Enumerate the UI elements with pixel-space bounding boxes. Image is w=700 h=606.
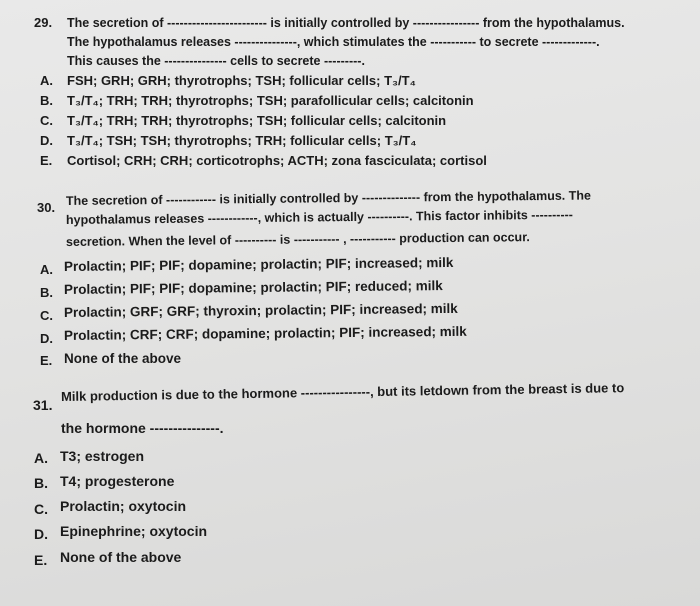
question-number: 29. [34,15,53,30]
option-text: T₃/T₄; TSH; TSH; thyrotrophs; TRH; follicular cells; T₃/T₄ [67,133,417,148]
question-text-line: secretion. When the level of ---------- is ----------- , ----------- production can occur. [65,230,530,249]
question-text-line: hypothalamus releases ------------, which is actually ----------. This factor inhibits ---------- [65,207,573,227]
option-text: T4; progesterone [60,473,175,489]
question-number: 31. [33,397,53,413]
option-text: Epinephrine; oxytocin [60,523,208,539]
option-letter: E. [40,353,53,368]
option-letter: C. [34,501,48,517]
question-text-line: the hormone ---------------. [61,420,224,436]
question-text-line: Milk production is due to the hormone ----------------, but its letdown from the breast is due to [60,380,625,404]
show-through-texture [330,430,690,600]
option-letter: B. [40,93,53,108]
option-letter: D. [34,526,48,542]
question-text-line: The secretion of ------------ is initially controlled by -------------- from the hypothalamus. The [65,188,592,208]
option-text: T₃/T₄; TRH; TRH; thyrotrophs; TSH; follicular cells; calcitonin [67,113,447,128]
option-text: Prolactin; oxytocin [60,498,187,514]
question-text-line: The secretion of ------------------------ is initially controlled by ---------------- from the hypothalamus. [67,16,625,30]
question-text-line: This causes the --------------- cells to secrete ---------. [67,54,365,68]
option-text: T3; estrogen [60,448,145,464]
option-text: Cortisol; CRH; CRH; corticotrophs; ACTH; zona fasciculata; cortisol [67,153,487,168]
option-letter: D. [40,331,53,346]
option-text: Prolactin; PIF; PIF; dopamine; prolactin; PIF; increased; milk [63,254,454,274]
option-letter: A. [40,73,53,88]
question-text-line: The hypothalamus releases ---------------, which stimulates the ----------- to secrete -------------. [67,35,600,49]
option-letter: B. [34,475,48,491]
option-letter: A. [34,450,48,466]
option-letter: D. [40,133,53,148]
option-letter: E. [34,552,48,568]
option-text: Prolactin; GRF; GRF; thyroxin; prolactin; PIF; increased; milk [63,300,458,320]
option-text: FSH; GRH; GRH; thyrotrophs; TSH; follicular cells; T₃/T₄ [67,73,416,88]
option-text: T₃/T₄; TRH; TRH; thyrotrophs; TSH; parafollicular cells; calcitonin [67,93,474,108]
option-text: None of the above [64,351,182,366]
option-letter: E. [40,153,53,168]
option-letter: A. [40,262,53,277]
option-letter: C. [40,308,53,323]
option-letter: C. [40,113,53,128]
question-number: 30. [37,200,56,215]
option-text: Prolactin; CRF; CRF; dopamine; prolactin; PIF; increased; milk [63,323,467,343]
option-text: None of the above [60,549,182,565]
option-text: Prolactin; PIF; PIF; dopamine; prolactin; PIF; reduced; milk [63,278,443,297]
option-letter: B. [40,285,53,300]
